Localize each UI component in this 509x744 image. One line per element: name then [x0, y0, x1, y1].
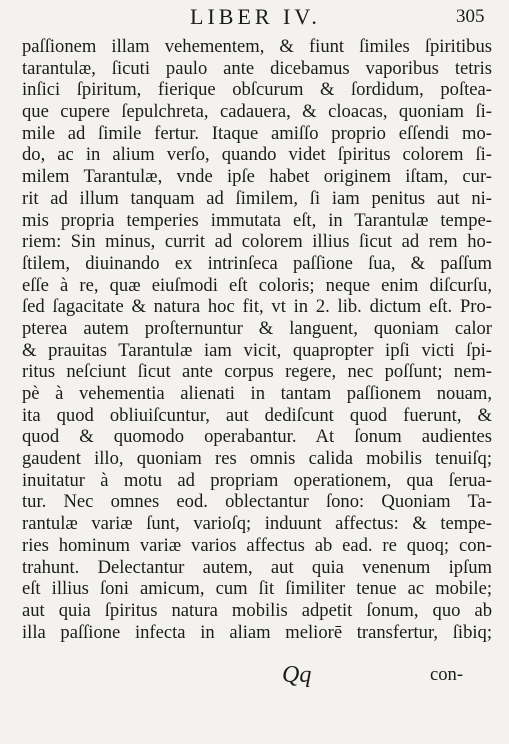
text-line: do, ac in alium verſo, quando videt ſpiritus colorem ſi- — [22, 144, 492, 166]
text-line: milem Tarantulæ, vnde ipſe habet originem iſtam, cur- — [22, 166, 492, 188]
page-number: 305 — [456, 6, 485, 27]
text-line: pè à vehementia alienati in tantam paſſionem nouam, — [22, 383, 492, 404]
text-line: gaudent illo, quoniam res omnis calida mobilis tenuiſq; — [22, 448, 492, 470]
text-line: quod & quomodo operabantur. At ſonum audientes — [22, 426, 492, 448]
text-line: ritus neſciunt ſicut ante corpus regere, nec poſſunt; nem- — [22, 361, 492, 383]
body-text — [22, 36, 492, 643]
text-line: ſtilem, diuinando ex intrinſeca paſſione ſua, & paſſum — [22, 252, 492, 274]
text-line: rantulæ variæ ſunt, varioſq; induunt affectus: & tempe- — [22, 513, 492, 535]
text-line: ries hominum variæ varios affectus ab ead. re quoq; con- — [22, 534, 492, 556]
text-line: trahunt. Delectantur autem, aut quia venenum ipſum — [22, 556, 492, 578]
text-line: aut quia ſpiritus natura mobilis adpetit ſonum, quo ab — [22, 599, 492, 621]
text-line: illa paſſione infecta in aliam meliorē transfertur, ſibiq; — [22, 621, 492, 643]
text-line: mile ad ſimile fertur. Itaque amiſſo proprio eſſendi mo- — [22, 122, 492, 144]
text-line: mis propria temperies immutata eſt, in Tarantulæ tempe- — [22, 209, 492, 231]
text-line: inſici ſpiritum, fierique obſcurum & ſordidum, poſtea- — [22, 79, 492, 101]
running-head: LIBER IV. — [190, 4, 321, 29]
text-line: & prauitas Tarantulæ iam vicit, quapropter ipſi victi ſpi- — [22, 339, 492, 361]
text-line: inuitatur à motu ad propriam operationem, qua ſerua- — [22, 469, 492, 491]
text-line: tur. Nec omnes eod. oblectantur ſono: Quoniam Ta- — [22, 491, 492, 513]
text-line: eſſe à re, quæ eiuſmodi eſt coloris; neque enim diſcurſu, — [22, 274, 492, 296]
text-line: rit ad illum tanquam ad ſimilem, ſi iam penitus aut ni- — [22, 187, 492, 209]
page-header — [0, 2, 509, 28]
catchword: con- — [430, 664, 464, 685]
text-line: eſt illius ſoni amicum, cum ſit ſimiliter tenue ac mobile; — [22, 578, 492, 600]
text-line: paſſionem illam vehementem, & fiunt ſimiles ſpiritibus — [22, 36, 492, 57]
text-line: riem: Sin minus, currit ad colorem illius ſicut ad rem ho- — [22, 231, 492, 253]
text-line: tarantulæ, ſicuti paulo ante dicebamus vaporibus tetris — [22, 57, 492, 79]
text-line: ſed ſagacitate & natura hoc fit, vt in 2. lib. dictum eſt. Pro- — [22, 296, 492, 318]
text-line: pterea autem proſternuntur & languent, quoniam calor — [22, 317, 492, 339]
signature-mark: Qq — [282, 662, 312, 688]
text-line: ita quod obliuiſcuntur, aut dediſcunt quod fuerunt, & — [22, 404, 492, 426]
text-line: que cupere ſepulchreta, cadauera, & cloacas, quoniam ſi- — [22, 101, 492, 123]
